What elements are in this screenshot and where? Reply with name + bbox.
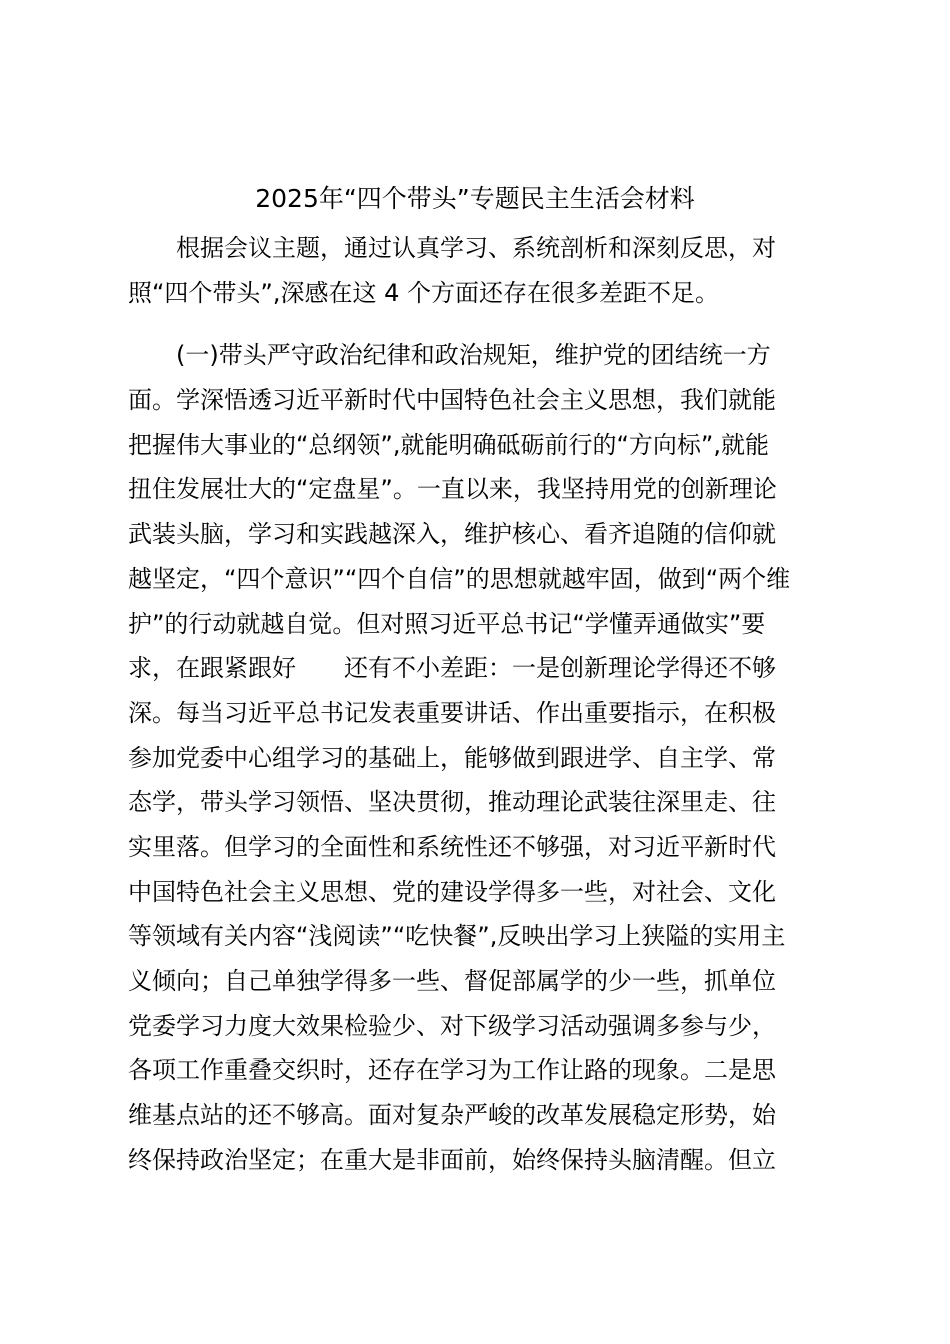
section1-line-6: 越坚定，“四个意识”“四个自信”的思想就越牢固，做到“两个维: [128, 564, 791, 593]
section1-line-4: 扭住发展壮大的“定盘星”。一直以来，我坚持用党的创新理论: [128, 475, 777, 504]
section1-line-9: 深。每当习近平总书记发表重要讲话、作出重要指示，在积极: [128, 698, 776, 727]
section1-line-13: 中国特色社会主义思想、党的建设学得多一些，对社会、文化: [128, 877, 776, 906]
section1-line-16: 党委学习力度大效果检验少、对下级学习活动强调多参与少，: [128, 1011, 776, 1040]
section1-line-1: (一)带头严守政治纪律和政治规矩，维护党的团结统一方: [176, 341, 771, 370]
document-title: 2025年“四个带头”专题民主生活会材料: [255, 184, 695, 213]
intro-line-1: 根据会议主题，通过认真学习、系统剖析和深刻反思，对: [176, 234, 776, 262]
section1-line-17: 各项工作重叠交织时，还存在学习为工作让路的现象。二是思: [128, 1056, 776, 1085]
section1-line-12: 实里落。但学习的全面性和系统性还不够强，对习近平新时代: [128, 832, 776, 861]
section1-line-11: 态学，带头学习领悟、坚决贯彻，推动理论武装往深里走、往: [128, 788, 776, 817]
section1-line-8: 求，在跟紧跟好 还有不小差距：一是创新理论学得还不够: [128, 654, 776, 683]
section1-line-10: 参加党委中心组学习的基础上，能够做到跟进学、自主学、常: [128, 743, 776, 772]
section1-line-15: 义倾向；自己单独学得多一些、督促部属学的少一些，抓单位: [128, 967, 776, 995]
section1-line-3: 把握伟大事业的“总纲领”,就能明确砥砺前行的“方向标”,就能: [128, 430, 769, 459]
section1-line-5: 武装头脑，学习和实践越深入，维护核心、看齐追随的信仰就: [128, 520, 776, 549]
intro-line-2: 照“四个带头”,深感在这 4 个方面还存在很多差距不足。: [128, 278, 720, 307]
section1-line-19: 终保持政治坚定；在重大是非面前，始终保持头脑清醒。但立: [128, 1145, 776, 1174]
document-body: [128, 226, 833, 1182]
section1-line-2: 面。学深悟透习近平新时代中国特色社会主义思想，我们就能: [128, 386, 776, 415]
section1-line-14: 等领域有关内容“浅阅读”“吃快餐”,反映出学习上狭隘的实用主: [128, 922, 786, 951]
paragraph-spacing: [128, 315, 833, 333]
section1-line-18: 维基点站的还不够高。面对复杂严峻的改革发展稳定形势，始: [128, 1101, 776, 1130]
section1-line-7: 护”的行动就越自觉。但对照习近平总书记“学懂弄通做实”要: [128, 609, 766, 638]
